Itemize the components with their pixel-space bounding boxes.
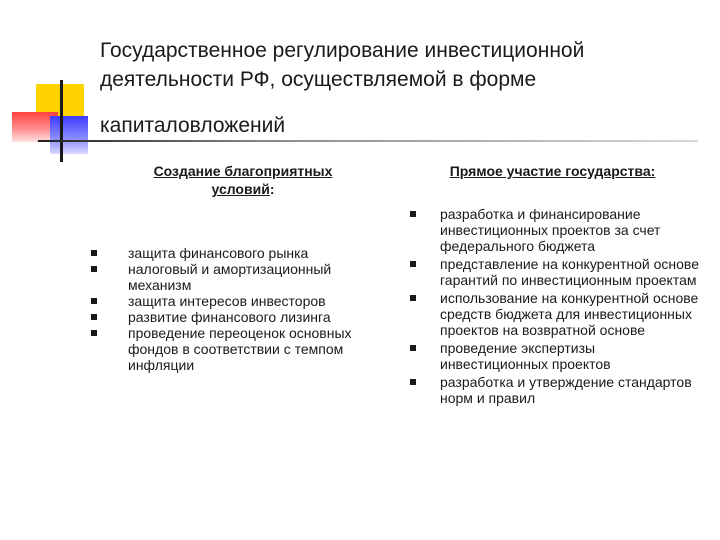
decor-blue-square (50, 116, 88, 154)
left-heading-suffix: : (269, 181, 275, 197)
bullet-square-icon (91, 266, 97, 272)
list-item-text: проведение переоценок основных фондов в соответствии с темпом инфляции (128, 325, 352, 373)
list-item (128, 245, 393, 261)
left-column-heading (108, 162, 378, 198)
bullet-square-icon (410, 295, 416, 301)
bullet-square-icon (410, 379, 416, 385)
bullet-square-icon (91, 314, 97, 320)
list-item-text: защита интересов инвесторов (128, 293, 326, 309)
list-item (440, 206, 702, 254)
slide-title (100, 36, 700, 140)
right-bullet-list (440, 206, 702, 408)
list-item (128, 293, 393, 309)
right-heading-text: Прямое участие государства: (449, 163, 656, 179)
slide-title-line-2: деятельности РФ, осуществляемой в форме (100, 68, 537, 91)
list-item-text: разработка и финансирование инвестиционных проектов за счет федерального бюджета (440, 206, 661, 254)
list-item-text: защита финансового рынка (128, 245, 309, 261)
list-item (128, 309, 393, 325)
slide-title-line-3: капиталовложений (100, 114, 286, 137)
slide-title-line-1: Государственное регулирование инвестиционной (100, 39, 585, 62)
left-heading-line-1: Создание благоприятных (153, 163, 333, 179)
list-item-text: представление на конкурентной основе гарантий по инвестиционным проектам (440, 256, 699, 288)
decor-vertical-line (60, 80, 63, 162)
list-item (128, 325, 393, 373)
bullet-square-icon (91, 250, 97, 256)
bullet-square-icon (410, 345, 416, 351)
right-column-heading (405, 162, 700, 180)
bullet-square-icon (410, 261, 416, 267)
list-item-text: использование на конкурентной основе средств бюджета для инвестиционных проектов на возвратной основе (440, 290, 699, 338)
list-item-text: развитие финансового лизинга (128, 309, 331, 325)
list-item (440, 290, 702, 338)
left-bullet-list (128, 245, 393, 373)
list-item (440, 256, 702, 288)
bullet-square-icon (410, 211, 416, 217)
list-item (440, 340, 702, 372)
bullet-square-icon (91, 330, 97, 336)
title-divider-line (38, 140, 698, 142)
left-heading-underlined: условий (211, 181, 270, 197)
list-item-text: проведение экспертизы инвестиционных проектов (440, 340, 611, 372)
list-item (128, 261, 393, 293)
list-item (440, 374, 702, 406)
list-item-text: разработка и утверждение стандартов норм и правил (440, 374, 692, 406)
bullet-square-icon (91, 298, 97, 304)
list-item-text: налоговый и амортизационный механизм (128, 261, 332, 293)
